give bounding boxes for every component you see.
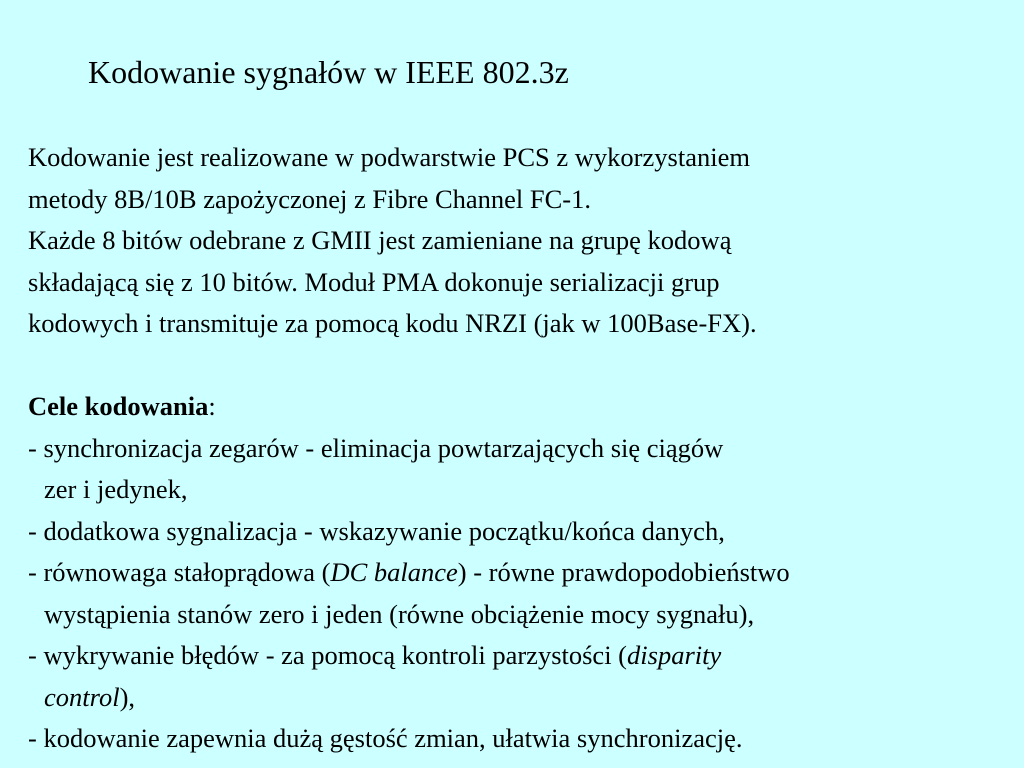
goals-heading-line [28, 386, 1018, 428]
goal-3-line-2: wystąpienia stanów zero i jeden (równe obciążenie mocy sygnału), [44, 598, 755, 629]
goal-5-line-1: - kodowanie zapewnia dużą gęstość zmian, ułatwia synchronizację. [28, 723, 743, 753]
goal-3-suffix: ) - równe prawdopodobieństwo [457, 557, 790, 587]
goal-1-line-1: - synchronizacja zegarów - eliminacja powtarzających się ciągów [28, 432, 724, 463]
goal-3-prefix: - równowaga stałoprądowa ( [28, 557, 331, 587]
goals-heading-colon: : [208, 391, 216, 421]
goal-3-line-1 [28, 552, 1018, 594]
goal-3-term: DC balance [330, 557, 458, 587]
goal-4-term-1: disparity [627, 640, 722, 670]
goal-4-prefix: - wykrywanie błędów - za pomocą kontroli parzystości ( [28, 640, 628, 670]
goals-heading: Cele kodowania [28, 391, 209, 421]
goal-4-suffix: ), [119, 681, 136, 712]
intro-line-1: Kodowanie jest realizowane w podwarstwie PCS z wykorzystaniem [28, 142, 750, 172]
goal-4-term-2: control [44, 681, 120, 712]
intro-line-5: kodowych i transmituje za pomocą kodu NRZI (jak w 100Base-FX). [28, 308, 757, 338]
spacer [28, 345, 1018, 387]
goal-2-line-1: - dodatkowa sygnalizacja - wskazywanie początku/końca danych, [28, 515, 725, 546]
goal-1-line-2: zer i jedynek, [44, 474, 188, 504]
intro-line-3: Każde 8 bitów odebrane z GMII jest zamieniane na grupę kodową [28, 225, 732, 255]
goal-4-line-1 [28, 635, 1018, 677]
intro-line-2: metody 8B/10B zapożyczonej z Fibre Channel FC-1. [28, 183, 592, 214]
slide-title: Kodowanie sygnałów w IEEE 802.3z [88, 54, 569, 90]
intro-line-4: składającą się z 10 bitów. Moduł PMA dokonuje serializacji grup [28, 266, 720, 297]
slide-body [28, 137, 1018, 760]
goal-4-line-2 [28, 677, 1018, 719]
